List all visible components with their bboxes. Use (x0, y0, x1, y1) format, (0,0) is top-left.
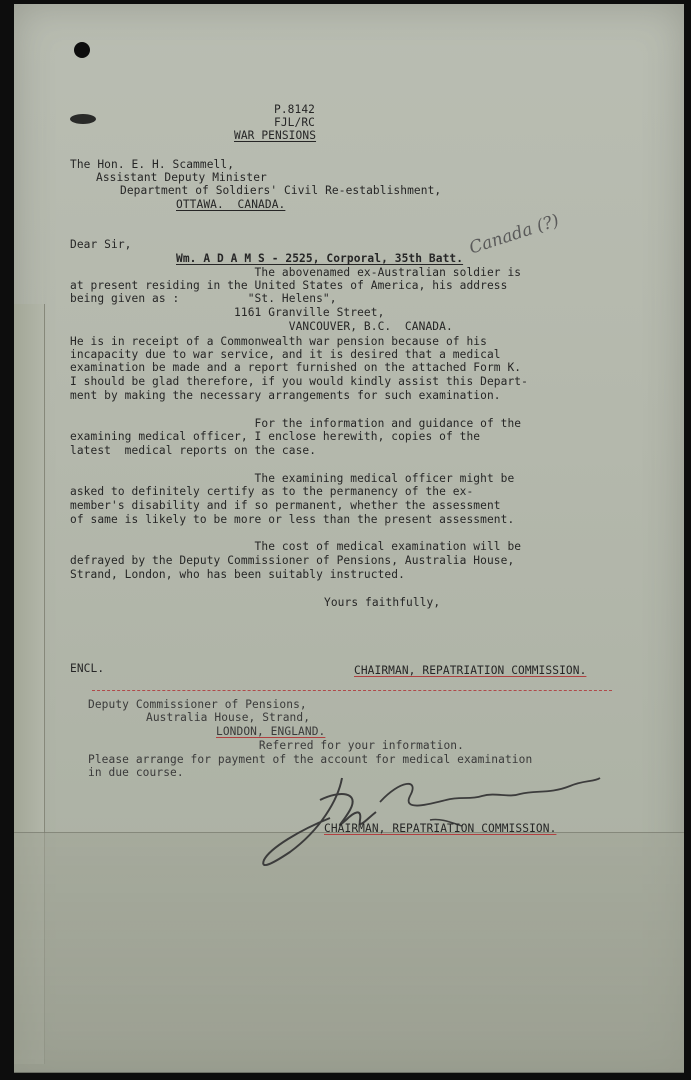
body-line: ment by making the necessary arrangements for such examination. (70, 389, 501, 402)
forward-line: in due course. (88, 766, 184, 779)
forward-line: Please arrange for payment of the account for medical examination (88, 753, 533, 766)
punch-hole-icon (70, 114, 96, 124)
reference-initials: FJL/RC (274, 116, 316, 129)
recipient-city: OTTAWA. CANADA. (176, 198, 286, 211)
body-line: defrayed by the Deputy Commissioner of Pensions, Australia House, (70, 554, 515, 567)
divider-line (92, 690, 612, 691)
forward-address: Australia House, Strand, (146, 711, 311, 724)
salutation: Dear Sir, (70, 238, 132, 251)
body-line: member's disability and if so permanent, whether the assessment (70, 499, 501, 512)
body-line: latest medical reports on the case. (70, 444, 317, 457)
recipient-department: Department of Soldiers' Civil Re-establishment, (120, 184, 442, 197)
subject-line: Wm. A D A M S - 2525, Corporal, 35th Batt. (176, 252, 464, 265)
body-line: The abovenamed ex-Australian soldier is (70, 266, 522, 279)
signature-title: CHAIRMAN, REPATRIATION COMMISSION. (324, 822, 557, 835)
handwritten-margin-note: Canada (?) (466, 210, 562, 259)
body-line: He is in receipt of a Commonwealth war pension because of his (70, 335, 487, 348)
body-line: examination be made and a report furnished on the attached Form K. (70, 361, 522, 374)
body-line: being given as : "St. Helens", (70, 292, 337, 305)
forward-addressee: Deputy Commissioner of Pensions, (88, 698, 307, 711)
reference-department: WAR PENSIONS (234, 129, 317, 142)
forward-city: LONDON, ENGLAND. (216, 725, 326, 738)
body-line: incapacity due to war service, and it is desired that a medical (70, 348, 501, 361)
body-line: 1161 Granville Street, (70, 306, 385, 319)
signature-title: CHAIRMAN, REPATRIATION COMMISSION. (354, 664, 587, 677)
body-line: Strand, London, who has been suitably instructed. (70, 568, 405, 581)
body-line: The examining medical officer might be (70, 472, 515, 485)
punch-hole-icon (74, 42, 90, 58)
recipient-title: Assistant Deputy Minister (96, 171, 267, 184)
body-line: I should be glad therefore, if you would kindly assist this Depart- (70, 375, 528, 388)
enclosure-marker: ENCL. (70, 662, 105, 675)
body-line: The cost of medical examination will be (70, 540, 522, 553)
body-line: examining medical officer, I enclose herewith, copies of the (70, 430, 481, 443)
body-line: VANCOUVER, B.C. CANADA. (70, 320, 453, 333)
handwritten-signature (250, 760, 610, 880)
recipient-name: The Hon. E. H. Scammell, (70, 158, 235, 171)
body-line: For the information and guidance of the (70, 417, 522, 430)
forward-line: Referred for your information. (88, 739, 464, 752)
body-line: of same is likely to be more or less than the present assessment. (70, 513, 515, 526)
reference-number: P.8142 (274, 103, 316, 116)
body-line: asked to definitely certify as to the permanency of the ex- (70, 485, 474, 498)
closing: Yours faithfully, (324, 596, 441, 609)
body-line: at present residing in the United States of America, his address (70, 279, 508, 292)
